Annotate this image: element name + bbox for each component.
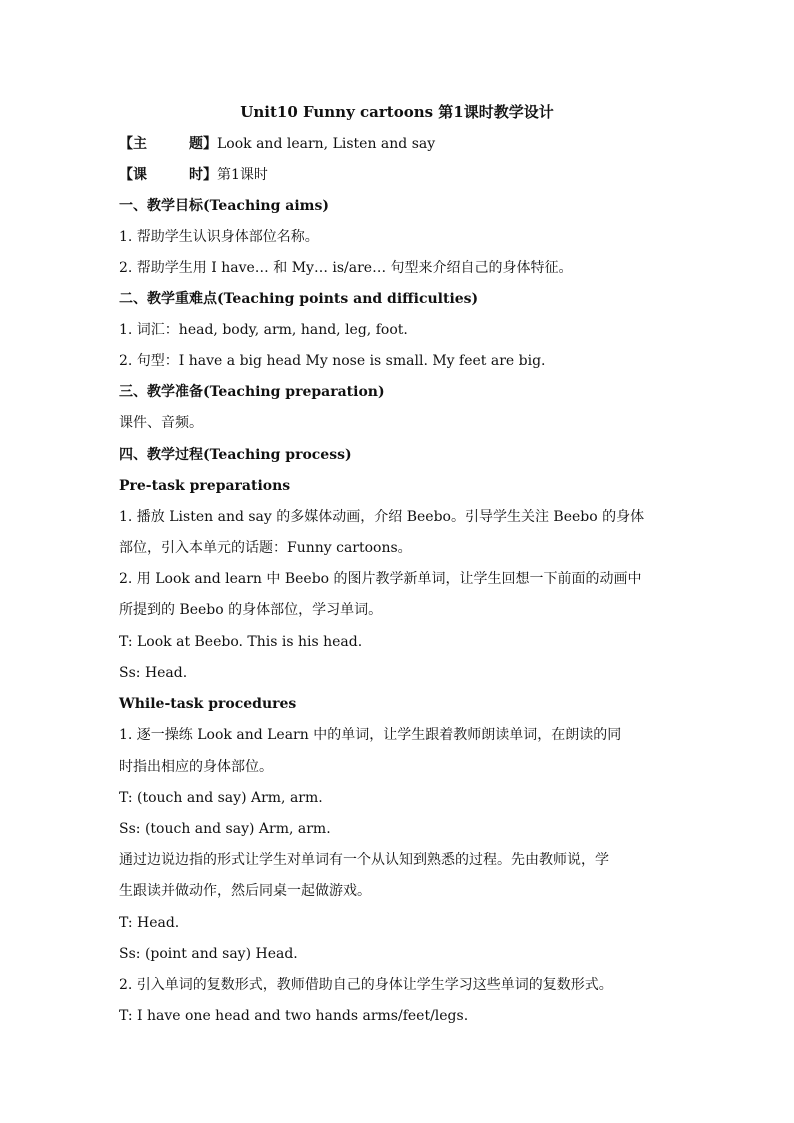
while-task-line-9: 2. 引入单词的复数形式，教师借助自己的身体让学生学习这些单词的复数形式。 bbox=[119, 977, 613, 993]
while-task-line-2: 时指出相应的身体部位。 bbox=[119, 759, 273, 775]
key-points-item-2: 2. 句型：I have a big head My nose is small. My feet are big. bbox=[119, 353, 546, 369]
pre-task-heading: Pre-task preparations bbox=[119, 478, 291, 494]
preparation-text: 课件、音频。 bbox=[119, 415, 203, 431]
topic-label-close: 题】 bbox=[189, 136, 217, 152]
preparation-heading: 三、教学准备(Teaching preparation) bbox=[119, 384, 385, 400]
while-task-line-6: 生跟读并做动作，然后同桌一起做游戏。 bbox=[119, 883, 371, 899]
while-task-line-7: T: Head. bbox=[119, 915, 180, 931]
while-task-line-1: 1. 逐一操练 Look and Learn 中的单词，让学生跟着教师朗读单词，在朗读的同 bbox=[119, 727, 622, 743]
pre-task-line-1: 1. 播放 Listen and say 的多媒体动画，介绍 Beebo。引导学生关注 Beebo 的身体 bbox=[119, 509, 645, 525]
topic-row bbox=[119, 134, 684, 154]
while-task-line-10: T: I have one head and two hands arms/feet/legs. bbox=[119, 1008, 469, 1024]
key-points-heading: 二、教学重难点(Teaching points and difficulties) bbox=[119, 291, 479, 307]
while-task-line-8: Ss: (point and say) Head. bbox=[119, 946, 298, 962]
while-task-heading: While-task procedures bbox=[119, 696, 297, 712]
period-value: 第1课时 bbox=[217, 167, 268, 183]
period-label-close: 时】 bbox=[189, 167, 217, 183]
period-label-open: 【课 bbox=[119, 167, 147, 183]
pre-task-line-4: 所提到的 Beebo 的身体部位，学习单词。 bbox=[119, 602, 383, 618]
while-task-line-5: 通过边说边指的形式让学生对单词有一个从认知到熟悉的过程。先由教师说，学 bbox=[119, 852, 609, 868]
while-task-line-4: Ss: (touch and say) Arm, arm. bbox=[119, 821, 331, 837]
process-heading: 四、教学过程(Teaching process) bbox=[119, 447, 352, 463]
pre-task-line-2: 部位，引入本单元的话题：Funny cartoons。 bbox=[119, 540, 412, 556]
key-points-item-1: 1. 词汇：head, body, arm, hand, leg, foot. bbox=[119, 322, 408, 338]
period-row bbox=[119, 165, 684, 185]
pre-task-line-3: 2. 用 Look and learn 中 Beebo 的图片教学新单词，让学生回想一下前面的动画中 bbox=[119, 571, 642, 587]
pre-task-line-5: T: Look at Beebo. This is his head. bbox=[119, 634, 363, 650]
topic-value: Look and learn, Listen and say bbox=[217, 136, 436, 152]
aims-item-2: 2. 帮助学生用 I have… 和 My… is/are… 句型来介绍自己的身体特征。 bbox=[119, 260, 573, 276]
aims-item-1: 1. 帮助学生认识身体部位名称。 bbox=[119, 229, 319, 245]
topic-label-open: 【主 bbox=[119, 136, 147, 152]
pre-task-line-6: Ss: Head. bbox=[119, 665, 188, 681]
aims-heading: 一、教学目标(Teaching aims) bbox=[119, 198, 329, 214]
document-title: Unit10 Funny cartoons 第1课时教学设计 bbox=[240, 103, 554, 121]
while-task-line-3: T: (touch and say) Arm, arm. bbox=[119, 790, 323, 806]
